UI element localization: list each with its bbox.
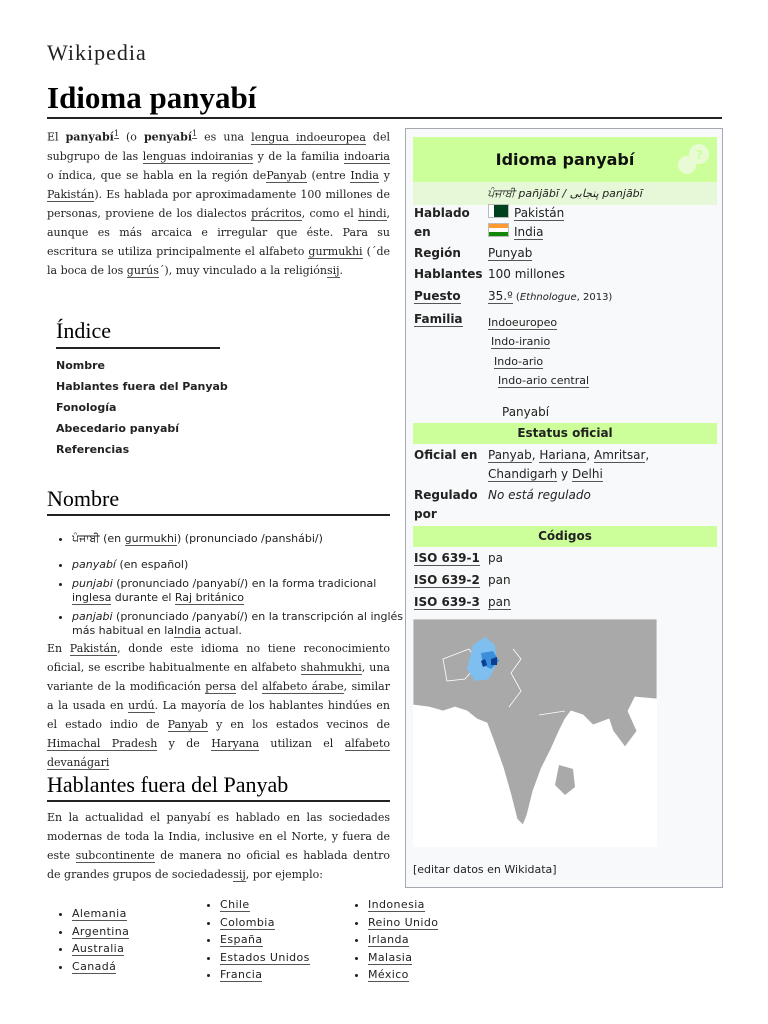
list-item: • ਪੰਜਾਬੀ (en gurmukhi) (pronunciado /panshábi/): [72, 532, 406, 546]
link-familia[interactable]: Familia: [414, 312, 463, 326]
link-indoeuropeo[interactable]: Indoeuropeo: [488, 316, 558, 329]
label-hablantes: Hablantes: [414, 267, 483, 281]
list-item: [72, 923, 129, 941]
link-canada[interactable]: Canadá: [72, 959, 117, 973]
value-iso-639-1: pa: [488, 551, 503, 565]
infobox-header: [413, 137, 717, 182]
link-iso-639-3-value[interactable]: pan: [488, 595, 511, 609]
link-subcontinente[interactable]: subcontinente: [75, 849, 155, 862]
nombre-list: [56, 532, 406, 643]
link-haryana[interactable]: Haryana: [211, 737, 260, 750]
label-hablado-en: Hablado en: [414, 206, 470, 239]
label-iso-639-1: [414, 549, 480, 568]
list-item: [220, 949, 310, 967]
link-lengua-indoeuropea[interactable]: lengua indoeuropea: [251, 130, 366, 144]
link-of-amritsar[interactable]: Amritsar: [593, 448, 646, 462]
table-of-contents: [56, 318, 236, 460]
value-region: [488, 244, 532, 263]
link-indonesia[interactable]: Indonesia: [368, 898, 425, 911]
list-item: [220, 896, 310, 914]
link-pakistan[interactable]: Pakistán: [47, 187, 95, 201]
link-alfabeto-devanagari[interactable]: alfabeto devanágari: [47, 737, 390, 769]
toc-divider: [56, 347, 220, 349]
hablantes-paragraph: En la actualidad el panyabí es hablado en las sociedades modernas de toda la India, inclusive en el Norte, y fuera de este subcontinente de manera no oficial es hablada dentro de grandes grupos de sociedadessij, por ejemplo:: [47, 811, 390, 881]
section-divider-hablantes: [47, 800, 390, 802]
toc-item-fonologia[interactable]: Fonología: [56, 401, 117, 414]
section-heading-nombre: Nombre: [47, 486, 120, 511]
label-iso-639-2: [414, 571, 480, 590]
link-argentina[interactable]: Argentina: [72, 924, 130, 938]
link-pakistan-infobox[interactable]: Pakistán: [514, 206, 565, 220]
link-raj-britanico[interactable]: Raj británico: [174, 591, 245, 604]
infobox: [405, 128, 723, 888]
link-urdu[interactable]: urdú: [128, 699, 155, 712]
label-iso-639-3: [414, 593, 480, 612]
list-item: [368, 896, 438, 914]
wikipedia-wordmark[interactable]: Wikipedia: [47, 40, 147, 65]
link-india-2[interactable]: India: [174, 624, 202, 637]
pakistan-flag-icon: [488, 204, 509, 218]
link-iso-639-1[interactable]: ISO 639-1: [414, 551, 480, 565]
link-indo-ario[interactable]: Indo-ario: [494, 355, 544, 368]
link-colombia[interactable]: Colombia: [220, 915, 275, 929]
ref-1b[interactable]: 1: [192, 129, 198, 138]
list-item: • panjabi (pronunciado /panyabí/) en la transcripción al inglés más habitual en laIndia actual.: [72, 610, 406, 638]
link-gurmukhi[interactable]: gurmukhi: [308, 244, 363, 258]
band-codigos: Códigos: [413, 526, 717, 547]
svg-text:·:·: ·:·: [475, 809, 485, 820]
link-pakistan-2[interactable]: Pakistán: [69, 642, 118, 655]
link-persa[interactable]: persa: [205, 680, 237, 693]
link-sij-2[interactable]: sij: [233, 868, 246, 881]
toc-item-hablantes[interactable]: Hablantes fuera del Panyab: [56, 380, 228, 393]
link-irlanda[interactable]: Irlanda: [368, 933, 410, 946]
family-tree-2: [491, 335, 550, 349]
link-gurmukhi-2[interactable]: gurmukhi: [124, 532, 177, 545]
list-item: [368, 931, 438, 949]
label-puesto: [414, 287, 461, 306]
infobox-native-name: ਪੰਜਾਬੀ pañjābī / پنجابی panjābī: [413, 182, 717, 205]
band-estatus-oficial: Estatus oficial: [413, 423, 717, 444]
family-tree-leaf: Panyabí: [502, 405, 550, 419]
family-tree-1: [488, 316, 557, 330]
link-lenguas-indoiranias[interactable]: lenguas indoiranias: [142, 149, 254, 163]
link-inglesa[interactable]: inglesa: [72, 591, 112, 604]
list-item: [220, 966, 310, 984]
toc-item-referencias[interactable]: Referencias: [56, 443, 130, 456]
india-flag-icon: [488, 223, 509, 237]
list-item: [368, 949, 438, 967]
family-tree-4: [498, 374, 589, 388]
list-item: [72, 905, 129, 923]
title-divider: [47, 117, 722, 119]
link-pracritos[interactable]: prácritos: [251, 206, 302, 220]
toc-item-abecedario[interactable]: Abecedario panyabí: [56, 422, 180, 435]
link-india-infobox[interactable]: India: [514, 225, 544, 239]
label-familia: [414, 310, 463, 329]
link-reino-unido[interactable]: Reino Unido: [368, 915, 439, 929]
svg-text:?: ?: [696, 148, 703, 162]
link-francia[interactable]: Francia: [220, 968, 263, 981]
list-item: [220, 931, 310, 949]
link-gurus[interactable]: gurús: [126, 263, 159, 277]
list-item: [72, 958, 129, 976]
link-of-hariana[interactable]: Hariana: [539, 448, 587, 462]
link-shahmukhi[interactable]: shahmukhi: [300, 661, 362, 674]
page-title: Idioma panyabí: [47, 80, 257, 115]
list-item: [220, 914, 310, 932]
value-hablantes: 100 millones: [488, 267, 565, 281]
label-region: Región: [414, 246, 461, 260]
south-asia-map[interactable]: [413, 619, 657, 847]
list-item: • panyabí (en español): [72, 558, 406, 572]
lead-paragraph: El panyabí$^1$ (o penyabí$^1$ es una lengua indoeuropea del subgrupo de las lenguas indoiranias y de la familia indoaria o índica, que se habla en la región dePanyab (entre India y Pakistán). Es hablada por aproximadamente 100 millones de personas, proviene de los dialectos prácritos, como el hindi, aunque es más arcaica e irregular que éste. Para su escritura se utiliza principalmente el alfabeto gurmukhi (´de la boca de los gurús´), muy vinculado a la religiónsij.: [47, 129, 390, 277]
link-alfabeto-arabe[interactable]: alfabeto árabe: [262, 680, 344, 693]
link-india[interactable]: India: [350, 168, 379, 182]
country-list-3: [352, 896, 438, 984]
link-indo-iranio[interactable]: Indo-iranio: [491, 335, 551, 348]
value-iso-639-3: [488, 593, 511, 612]
link-punyab[interactable]: Punyab: [488, 246, 533, 260]
value-iso-639-2: pan: [488, 573, 511, 587]
section-divider-nombre: [47, 514, 390, 516]
link-malasia[interactable]: Malasia: [368, 950, 413, 964]
link-panyab-2[interactable]: Panyab: [167, 718, 208, 731]
section-heading-hablantes: Hablantes fuera del Panyab: [47, 772, 289, 797]
link-chile[interactable]: Chile: [220, 898, 250, 911]
family-tree-3: [494, 355, 543, 369]
toc-item-nombre[interactable]: Nombre: [56, 359, 105, 372]
link-of-delhi[interactable]: Delhi: [571, 467, 603, 481]
link-mexico[interactable]: México: [368, 968, 409, 981]
nombre-paragraph: En Pakistán, donde este idioma no tiene reconocimiento oficial, se escribe habitualmente en alfabeto shahmukhi, una variante de la modificación persa del alfabeto árabe, similar a la usada en urdú. La mayoría de los hablantes hindúes en el estado indio de Panyab y en los estados vecinos de Himachal Pradesh y de Haryana utilizan el alfabeto devanágari: [47, 642, 390, 769]
list-item: [368, 914, 438, 932]
toc-title: Índice: [56, 318, 111, 343]
link-sij[interactable]: sij: [326, 263, 340, 277]
list-item: [368, 966, 438, 984]
country-list-1: [56, 905, 129, 975]
value-regulado-por: No está regulado: [488, 488, 591, 502]
link-of-panyab[interactable]: Panyab: [488, 448, 532, 462]
link-iso-639-3[interactable]: ISO 639-3: [414, 595, 480, 609]
link-puesto[interactable]: Puesto: [414, 289, 461, 303]
list-item: • punjabi (pronunciado /panyabí/) en la forma tradicional inglesa durante el Raj británico: [72, 577, 406, 605]
link-estados-unidos[interactable]: Estados Unidos: [220, 950, 310, 964]
value-hablado-en: [488, 204, 564, 242]
edit-wikidata-link[interactable]: [editar datos en Wikidata]: [413, 863, 557, 876]
link-indoaria[interactable]: indoaria: [343, 149, 390, 163]
link-indo-ario-central[interactable]: Indo-ario central: [498, 374, 590, 387]
list-item: [72, 940, 129, 958]
label-oficial-en: Oficial en: [414, 448, 478, 462]
speech-bubbles-icon: [675, 141, 713, 177]
link-panyab[interactable]: Panyab: [266, 168, 307, 182]
link-alemania[interactable]: Alemania: [72, 907, 127, 920]
link-australia[interactable]: Australia: [72, 942, 125, 955]
map-icon: [413, 619, 657, 847]
ref-1[interactable]: 1: [113, 129, 119, 138]
link-hindi[interactable]: hindi: [358, 206, 387, 220]
link-puesto-value[interactable]: 35.º: [488, 289, 513, 303]
infobox-title: Idioma panyabí: [495, 150, 635, 169]
value-oficial-en: Panyab, Hariana, Amritsar, Chandigarh y Delhi: [488, 448, 650, 481]
link-himachal-pradesh[interactable]: Himachal Pradesh: [47, 737, 158, 750]
link-of-chandigarh[interactable]: Chandigarh: [488, 467, 558, 481]
value-puesto: 35.º (Ethnologue, 2013): [488, 289, 613, 303]
label-regulado-por: Regulado por: [414, 488, 478, 521]
link-iso-639-2[interactable]: ISO 639-2: [414, 573, 480, 587]
country-list-2: [204, 896, 310, 984]
link-espana[interactable]: España: [220, 933, 263, 946]
